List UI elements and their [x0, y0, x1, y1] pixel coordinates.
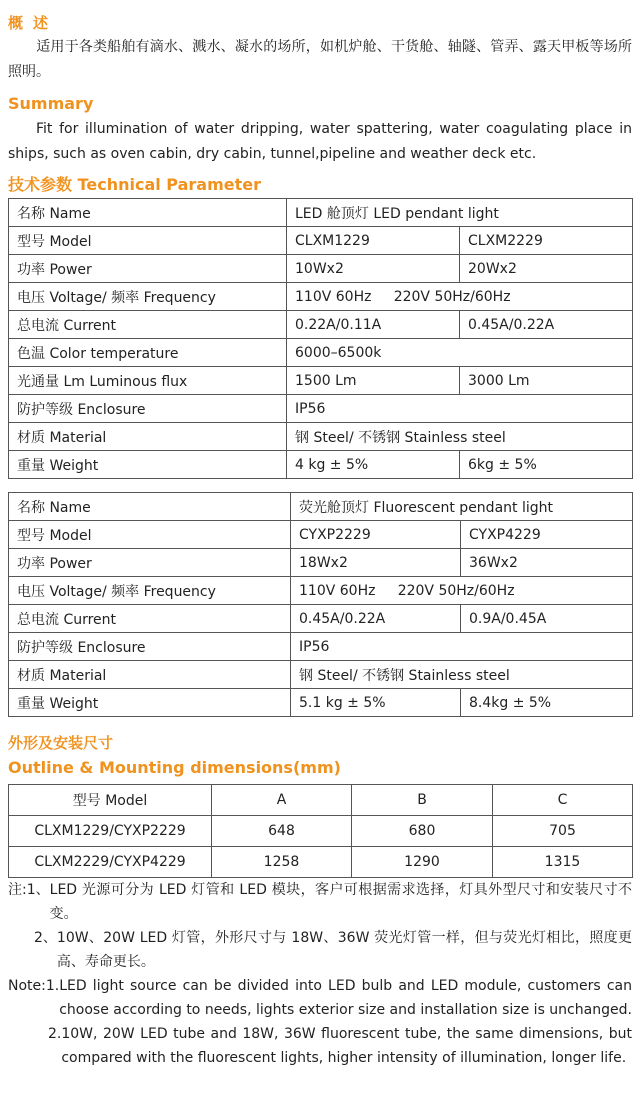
note-cn-1 [8, 878, 632, 926]
spec-value: 10Wx2 [287, 255, 460, 283]
spec-row [9, 255, 633, 283]
spec-label: 型号 Model [9, 521, 291, 549]
spec-value-2: 8.4kg ± 5% [461, 689, 633, 717]
spec-value-2: 36Wx2 [461, 549, 633, 577]
note-cn-2-num: 2、 [34, 930, 57, 946]
dimensions-header-row [9, 785, 633, 816]
spec-label: 电压 Voltage/ 频率 Frequency [9, 283, 287, 311]
spec-row [9, 311, 633, 339]
spec-value-2: 0.45A/0.22A [460, 311, 633, 339]
note-en-prefix: Note: [8, 978, 46, 994]
spec-row [9, 549, 633, 577]
spec-value: IP56 [287, 395, 633, 423]
summary-text-body: Fit for illumination of water dripping, water spattering, water coagulating place in ships, such as oven cabin, dry cabin, tunnel,pipeline and weather deck etc. [8, 121, 632, 162]
dimensions-row [9, 816, 633, 847]
spec-value: 荧光舱顶灯 Fluorescent pendant light [291, 493, 633, 521]
note-en-2-num: 2. [48, 1026, 62, 1042]
dimensions-table [8, 784, 633, 878]
dimensions-cell: 1315 [493, 847, 633, 878]
spec-value: 0.45A/0.22A [291, 605, 461, 633]
spec-value: 4 kg ± 5% [287, 451, 460, 479]
spec-row [9, 227, 633, 255]
spec-label: 总电流 Current [9, 605, 291, 633]
spec-row [9, 605, 633, 633]
dimensions-cell: 1290 [352, 847, 493, 878]
note-cn-1-num: 1、 [26, 882, 50, 898]
dimensions-header-cell: B [352, 785, 493, 816]
spec-row [9, 283, 633, 311]
fluorescent-spec-table [8, 492, 633, 717]
spec-row [9, 395, 633, 423]
note-en-2-text: 10W, 20W LED tube and 18W, 36W fluorescent tube, the same dimensions, but compared with the fluorescent lights, higher intensity of illumination, longer life. [61, 1026, 632, 1066]
summary-text [8, 117, 632, 167]
spec-value: 0.22A/0.11A [287, 311, 460, 339]
spec-value-2: 3000 Lm [460, 367, 633, 395]
dimensions-row [9, 847, 633, 878]
dimensions-cell: CLXM1229/CYXP2229 [9, 816, 212, 847]
dimensions-heading-cn: 外形及安装尺寸 [8, 734, 114, 752]
notes-cn [8, 878, 632, 974]
spec-label: 材质 Material [9, 423, 287, 451]
note-cn-2 [8, 926, 632, 974]
spec-value: 110V 60Hz 220V 50Hz/60Hz [287, 283, 633, 311]
dimensions-header-cell: 型号 Model [9, 785, 212, 816]
dimensions-cell: 680 [352, 816, 493, 847]
dimensions-cell: 1258 [212, 847, 352, 878]
spec-label: 功率 Power [9, 255, 287, 283]
spec-label: 名称 Name [9, 199, 287, 227]
spec-value-2: CLXM2229 [460, 227, 633, 255]
spec-label: 重量 Weight [9, 451, 287, 479]
spec-value: 钢 Steel/ 不锈钢 Stainless steel [291, 661, 633, 689]
overview-heading: 概述 [8, 14, 59, 32]
note-cn-1-text: LED 光源可分为 LED 灯管和 LED 模块，客户可根据需求选择，灯具外型尺寸和安装尺寸不变。 [49, 882, 632, 922]
spec-row [9, 661, 633, 689]
spec-value: 18Wx2 [291, 549, 461, 577]
spec-value: IP56 [291, 633, 633, 661]
spec-value: 6000–6500k [287, 339, 633, 367]
spec-label: 功率 Power [9, 549, 291, 577]
note-en-2 [8, 1022, 632, 1070]
spec-value: 110V 60Hz 220V 50Hz/60Hz [291, 577, 633, 605]
spec-value-2: 20Wx2 [460, 255, 633, 283]
spec-row [9, 577, 633, 605]
note-cn-prefix: 注: [8, 882, 27, 898]
led-spec-table [8, 198, 633, 479]
spec-row [9, 339, 633, 367]
spec-value-2: 6kg ± 5% [460, 451, 633, 479]
spec-row [9, 633, 633, 661]
dimensions-heading-en: Outline & Mounting dimensions(mm) [8, 758, 341, 777]
spec-row [9, 521, 633, 549]
summary-heading: Summary [8, 94, 94, 113]
spec-row [9, 451, 633, 479]
spec-value-2: CYXP4229 [461, 521, 633, 549]
spec-value: LED 舱顶灯 LED pendant light [287, 199, 633, 227]
note-en-1-num: 1. [45, 978, 60, 994]
spec-label: 光通量 Lm Luminous flux [9, 367, 287, 395]
dimensions-cell: 648 [212, 816, 352, 847]
technical-parameter-heading: 技术参数 Technical Parameter [8, 175, 261, 194]
notes-en [8, 974, 632, 1070]
spec-label: 总电流 Current [9, 311, 287, 339]
spec-label: 型号 Model [9, 227, 287, 255]
spec-label: 重量 Weight [9, 689, 291, 717]
note-en-1-text: LED light source can be divided into LED bulb and LED module, customers can choose according to needs, lights exterior size and installation size is unchanged. [59, 978, 632, 1018]
spec-label: 电压 Voltage/ 频率 Frequency [9, 577, 291, 605]
dimensions-header-cell: C [493, 785, 633, 816]
spec-value: 钢 Steel/ 不锈钢 Stainless steel [287, 423, 633, 451]
dimensions-header-cell: A [212, 785, 352, 816]
spec-label: 色温 Color temperature [9, 339, 287, 367]
spec-value-2: 0.9A/0.45A [461, 605, 633, 633]
spec-row [9, 493, 633, 521]
spec-row [9, 423, 633, 451]
spec-row [9, 199, 633, 227]
note-cn-2-text: 10W、20W LED 灯管，外形尺寸与 18W、36W 荧光灯管一样，但与荧光灯相比，照度更高、寿命更长。 [56, 930, 632, 970]
spec-label: 防护等级 Enclosure [9, 633, 291, 661]
overview-text-body: 适用于各类船舶有滴水、溅水、凝水的场所，如机炉舱、干货舱、轴隧、管弄、露天甲板等场所照明。 [8, 39, 632, 80]
spec-label: 材质 Material [9, 661, 291, 689]
dimensions-cell: 705 [493, 816, 633, 847]
spec-value: CLXM1229 [287, 227, 460, 255]
spec-label: 名称 Name [9, 493, 291, 521]
dimensions-cell: CLXM2229/CYXP4229 [9, 847, 212, 878]
spec-value: 5.1 kg ± 5% [291, 689, 461, 717]
spec-row [9, 367, 633, 395]
spec-label: 防护等级 Enclosure [9, 395, 287, 423]
spec-value: CYXP2229 [291, 521, 461, 549]
note-en-1 [8, 974, 632, 1022]
spec-value: 1500 Lm [287, 367, 460, 395]
overview-text [8, 35, 632, 85]
spec-row [9, 689, 633, 717]
